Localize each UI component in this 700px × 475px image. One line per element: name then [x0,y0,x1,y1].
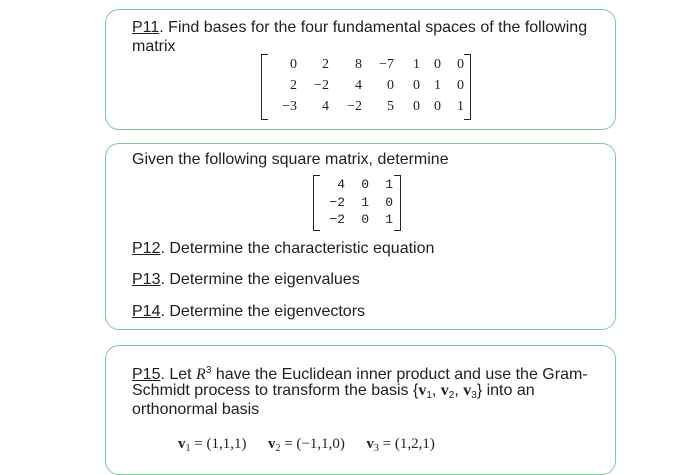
matrix-cell: 0 [434,57,441,72]
v3-def [366,436,434,452]
sub-3: 3 [471,390,477,401]
basis-vectors [178,435,435,458]
matrix-cell: 2 [290,78,297,93]
matrix-cell: 4 [322,99,329,114]
p11-statement [132,18,587,37]
sub-1: 1 [426,390,432,401]
vec-v: v [178,436,186,452]
p15-text-a: . Let [160,366,197,383]
vec-v: v [463,382,472,399]
sub-2: 2 [275,443,281,454]
matrix-row [313,175,401,193]
matrix-cell: 1 [361,195,369,210]
matrix-cell: −2 [329,212,345,227]
p11-text: . Find bases for the four fundamental spaces of the following [159,19,588,36]
matrix-cell: 0 [361,212,369,227]
problem-card-p15 [105,345,616,475]
matrix-cell: 1 [413,57,420,72]
matrix-cell: 2 [322,57,329,72]
p11-text-line2: matrix [132,38,176,55]
matrix-cell: 0 [290,57,297,72]
card2-intro: Given the following square matrix, determine [132,151,449,168]
p14-statement [132,302,365,321]
matrix-row [261,76,471,96]
matrix-cell: 0 [457,78,464,93]
p13-text: . Determine the eigenvalues [160,271,360,288]
matrix-cell: 0 [413,78,420,93]
matrix-cell: 0 [385,195,393,210]
vec-v: v [418,382,427,399]
v1-value: = (1,1,1) [190,436,247,452]
p12-text: . Determine the characteristic equation [160,240,435,257]
card2-matrix [313,175,401,231]
p15-text-c: Schmidt process to transform the basis { [132,382,419,399]
p11-matrix [261,54,471,120]
matrix-row [261,55,471,75]
comma: , [431,382,441,399]
v2-value: = (−1,1,0) [280,436,345,452]
p15-line3: orthonormal basis [132,401,260,418]
p12-statement [132,239,434,258]
matrix-cell: 0 [413,99,420,114]
vec-v: v [366,436,374,452]
v1-def [178,436,246,452]
p14-label: P14 [132,303,161,320]
matrix-cell: 4 [355,78,362,93]
matrix-cell: 1 [434,78,441,93]
problem-card-p11 [105,9,616,130]
v2-def [268,436,345,452]
matrix-cell: 1 [385,212,393,227]
matrix-cell: 0 [387,78,394,93]
matrix-cell: 1 [385,177,393,192]
matrix-cell: −2 [347,99,362,114]
p13-label: P13 [132,271,161,288]
matrix-cell: 0 [457,57,464,72]
r-symbol: R [196,366,206,383]
p12-label: P12 [132,240,161,257]
matrix-cell: −2 [314,78,329,93]
comma: , [454,382,464,399]
matrix-cell: 8 [355,57,362,72]
matrix-cell: 5 [387,99,394,114]
p14-text: . Determine the eigenvectors [160,303,366,320]
sub-2: 2 [448,390,455,401]
matrix-cell: −3 [282,99,297,114]
matrix-cell: −2 [329,195,345,210]
sub-1: 1 [185,443,191,454]
matrix-row [261,97,471,117]
p13-statement [132,270,360,289]
matrix-cell: 0 [434,99,441,114]
matrix-cell: 0 [361,177,369,192]
matrix-row [313,193,401,211]
matrix-cell: 1 [457,99,464,114]
v3-value: = (1,2,1) [378,436,435,452]
r-exponent: 3 [205,365,212,376]
vec-v: v [267,436,276,452]
vec-v: v [440,382,449,399]
p15-label: P15 [132,366,161,383]
problem-card-p12-p14 [105,143,616,330]
p11-label: P11 [132,19,160,36]
p15-text-b: have the Euclidean inner product and use the Gram- [211,366,588,383]
matrix-cell: 4 [337,177,345,192]
p15-text-d: } into an [476,382,535,399]
matrix-row [313,210,401,228]
sub-3: 3 [373,443,379,454]
matrix-cell: −7 [379,57,394,72]
